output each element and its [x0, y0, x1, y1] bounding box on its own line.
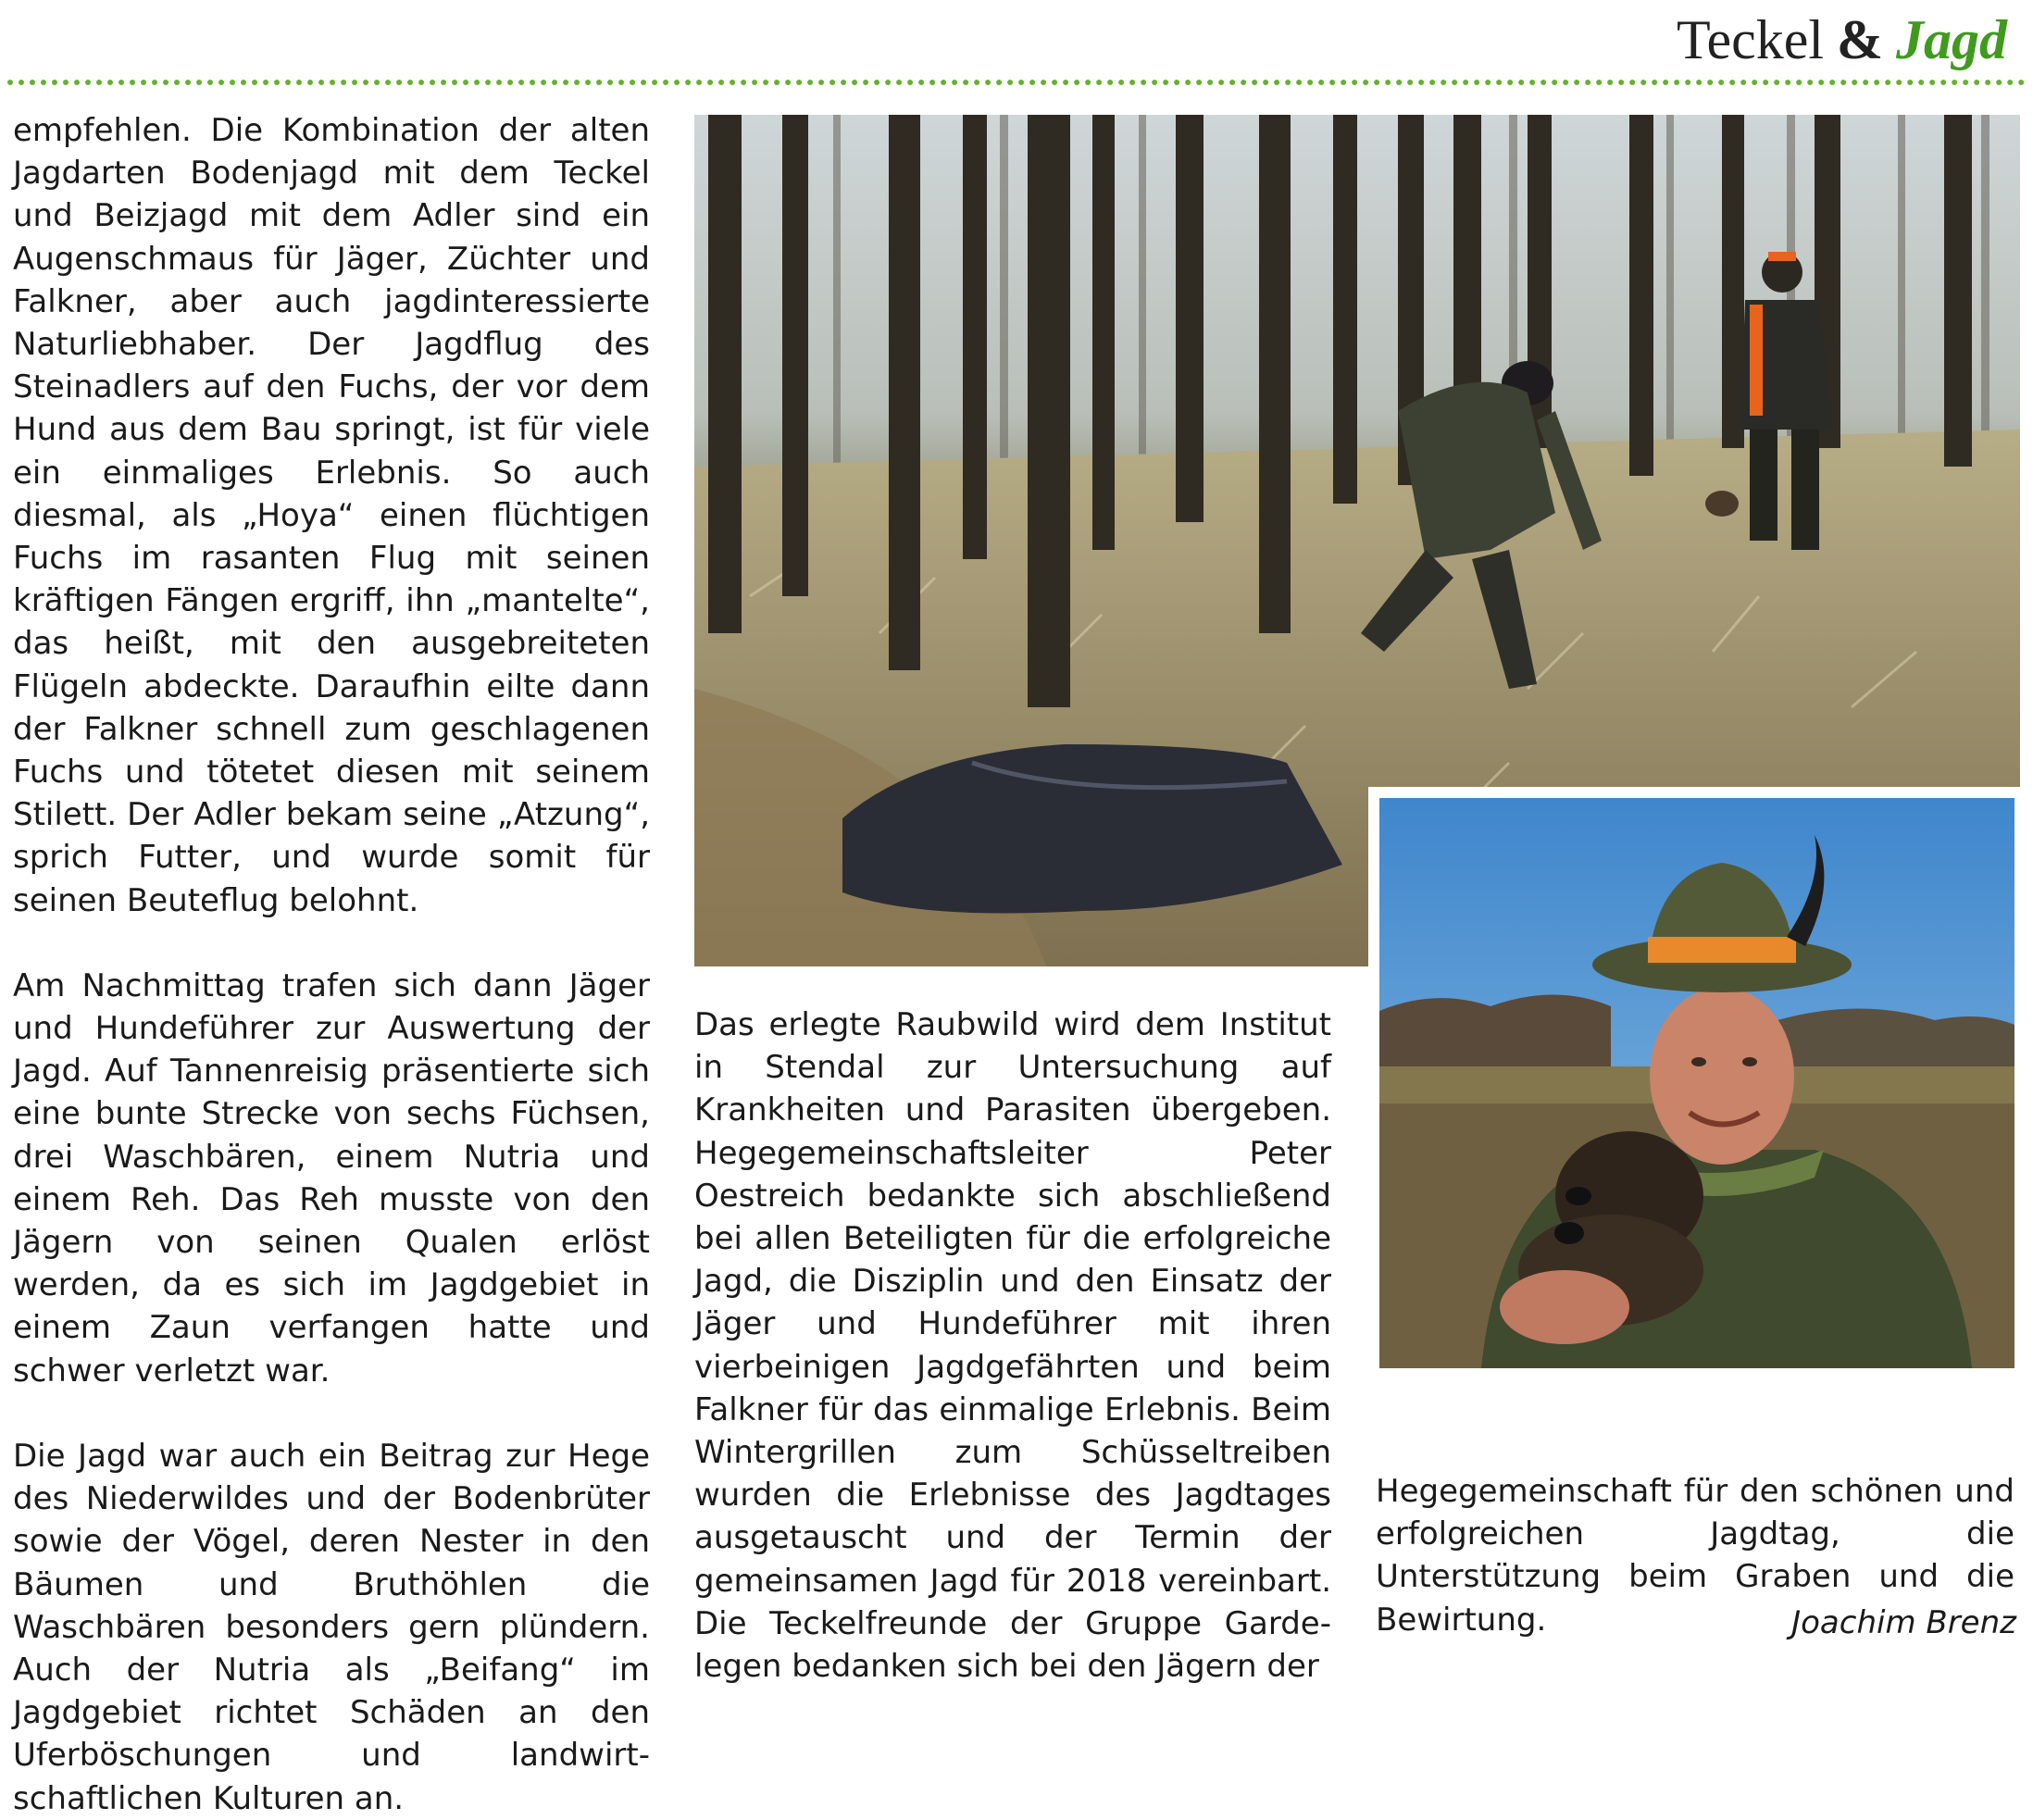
- title-ampersand: &: [1837, 9, 1883, 70]
- paragraph-thanks: Hegegemeinschaft für den schönen und erfolgreichen Jagdtag, die Unterstützung beim Graben und die Bewirtung.: [1376, 1473, 2014, 1639]
- article-column-middle: [694, 1003, 1331, 1688]
- hunter-with-dachshund-photo: [1368, 787, 2026, 1379]
- paragraph-afternoon: Am Nachmittag trafen sich dann Jäger und Hundeführer zur Auswertung der Jagd. Auf Tannenreisig präsentierte sich eine bunte Strecke von sechs Füchsen, drei Waschbären, einem Nutria und einem Reh. Das Reh musste von den Jägern von seinen Qualen erlöst werden, da es sich im Jagdgebiet in einem Zaun verfangen hatte und schwer verletzt war.: [13, 966, 650, 1390]
- author-byline: Joachim Brenz: [1791, 1604, 2016, 1641]
- article-column-left: [13, 109, 650, 1820]
- paragraph-institute: Das erlegte Raubwild wird dem Institut in Stendal zur Untersuchung auf Krankheiten und Parasiten übergeben. Hegegemeinschaftsleiter Peter Oestreich bedankte sich abschließend bei allen Beteiligten für die erfolgreiche Jagd, die Disziplin und den Einsatz der Jäger und Hundeführer mit ihren vierbeinigen Jagdgefährten und beim Falkner für das einmalige Erlebnis. Beim Wintergrillen zum Schüsseltreiben wurden die Erlebnisse des Jagdtages ausgetauscht und der Termin der gemeinsamen Jagd für 2018 vereinbart. Die Teckelfreunde der Gruppe Gardelegen bedanken sich bei den Jägern der: [694, 1006, 1331, 1686]
- paragraph-conservation: Die Jagd war auch ein Beitrag zur Hege des Niederwildes und der Bodenbrüter sowie der Vögel, deren Nester in den Bäumen und Bruthöhlen die Waschbären besonders gern plündern. Auch der Nutria als „Beifang“ im Jagdgebiet richtet Schäden an den Uferböschungen und landwirtschaftlichen Kulturen an.: [13, 1437, 650, 1817]
- title-teckel: Teckel: [1676, 9, 1825, 70]
- header-dotted-rule: [7, 80, 2026, 85]
- magazine-section-title: [1677, 7, 2007, 72]
- title-jagd: Jagd: [1896, 9, 2007, 70]
- paragraph-falconry: empfehlen. Die Kombination der alten Jagdarten Bodenjagd mit dem Teckel und Beizjagd mit dem Adler sind ein Augenschmaus für Jäger, Züchter und Falkner, aber auch jagdinteressierte Naturliebhaber. Der Jagdflug des Steinadlers auf den Fuchs, der vor dem Hund aus dem Bau springt, ist für viele ein einmaliges Erlebnis. So auch diesmal, als „Hoya“ einen flüchtigen Fuchs im rasanten Flug mit seinen kräftigen Fängen ergriff, ihn „mantelte“, das heißt, mit den ausgebreiteten Flügeln abdeckte. Daraufhin eilte dann der Falkner schnell zum geschlagenen Fuchs und tötetet diesen mit seinem Stilett. Der Adler bekam seine „Atzung“, sprich Futter, und wurde somit für seinen Beuteflug belohnt.: [13, 112, 650, 919]
